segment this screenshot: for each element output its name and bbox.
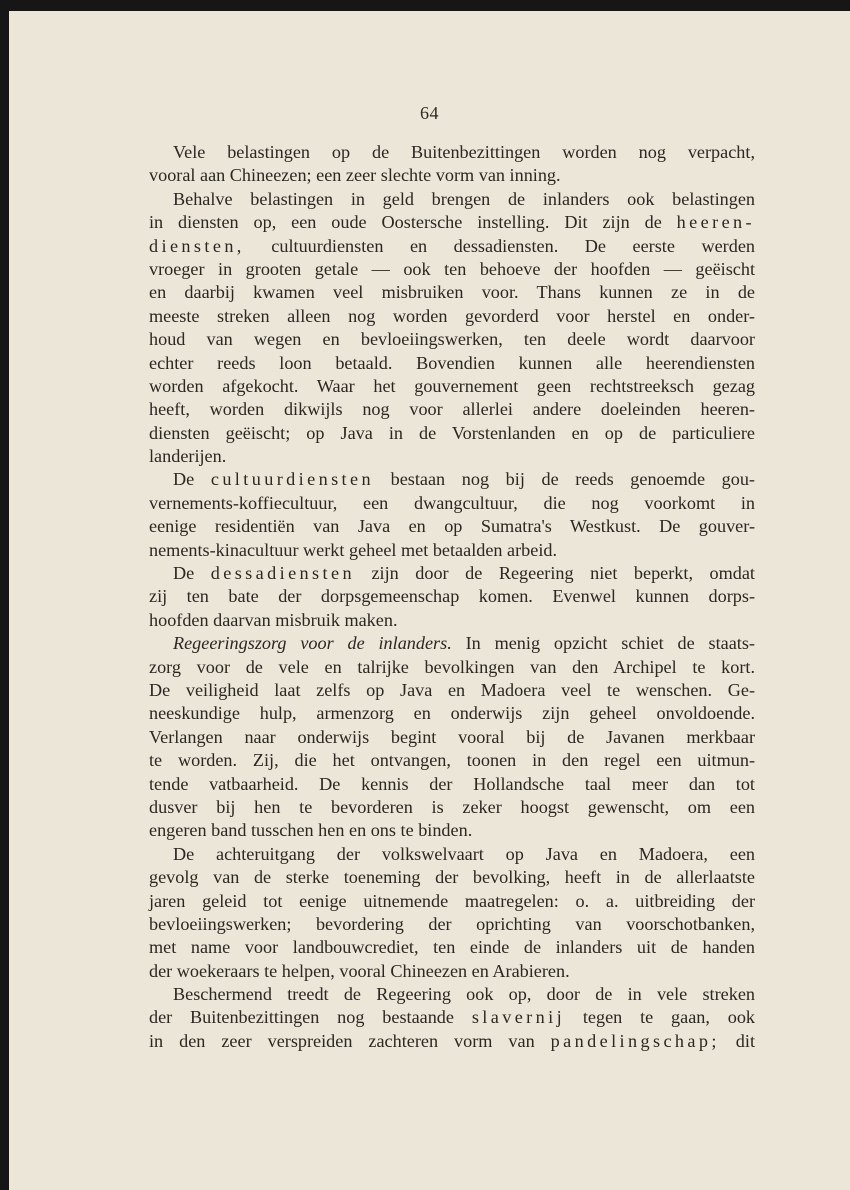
text-line <box>149 281 755 304</box>
text-line <box>149 1030 755 1053</box>
text-line <box>149 539 755 562</box>
text-run: vroeger in grooten getale — ook ten behoeve der hoofden — geëischt <box>149 258 755 279</box>
spaced-emphasis: pandelingschap; <box>550 1030 720 1051</box>
spaced-emphasis: cultuurdiensten <box>210 469 374 490</box>
text-line <box>149 562 755 585</box>
text-run: nements-kinacultuur werkt geheel met betaalden arbeid. <box>149 539 558 560</box>
text-line <box>149 235 755 258</box>
text-line <box>149 632 755 655</box>
text-run: De <box>173 563 211 584</box>
text-line <box>149 960 755 983</box>
text-line <box>149 398 755 421</box>
text-run: In menig opzicht schiet de staats- <box>451 633 755 654</box>
text-run: en daarbij kwamen veel misbruiken voor. Thans kunnen ze in de <box>149 282 755 303</box>
text-run: eenige residentiën van Java en op Sumatra's Westkust. De gouver- <box>149 516 755 537</box>
text-line <box>149 328 755 351</box>
text-run: cultuurdiensten en dessadiensten. De eerste werden <box>244 235 755 256</box>
page-number: 64 <box>420 103 439 123</box>
text-run: worden afgekocht. Waar het gouvernement geen rechtstreeksch gezag <box>149 375 755 396</box>
text-line <box>149 773 755 796</box>
text-line <box>149 211 755 234</box>
text-line <box>149 445 755 468</box>
text-run: met name voor landbouwcrediet, ten einde de inlanders uit de handen <box>149 937 755 958</box>
text-run: hoofden daarvan misbruik maken. <box>149 609 398 630</box>
text-line <box>149 188 755 211</box>
text-line <box>149 796 755 819</box>
text-run: De veiligheid laat zelfs op Java en Madoera veel te wenschen. Ge- <box>149 679 755 700</box>
text-run: neeskundige hulp, armenzorg en onderwijs zijn geheel onvoldoende. <box>149 703 755 724</box>
text-run: De <box>173 469 211 490</box>
text-run: in diensten op, een oude Oostersche instelling. Dit zijn de <box>149 212 677 233</box>
text-run: vooral aan Chineezen; een zeer slechte vorm van inning. <box>149 165 561 186</box>
paragraph <box>149 468 755 562</box>
text-line <box>149 258 755 281</box>
text-line <box>149 1006 755 1029</box>
text-run: Vele belastingen op de Buitenbezittingen worden nog verpacht, <box>173 142 755 162</box>
text-run: Verlangen naar onderwijs begint vooral bij de Javanen merkbaar <box>149 726 755 747</box>
text-run: zij ten bate der dorpsgemeenschap komen. Evenwel kunnen dorps- <box>149 586 755 607</box>
text-run: zijn door de Regeering niet beperkt, omdat <box>354 563 755 584</box>
text-run: bevloeiingswerken; bevordering der oprichting van voorschotbanken, <box>149 913 755 934</box>
text-line <box>149 515 755 538</box>
body-text <box>149 141 755 1053</box>
paragraph <box>149 632 755 843</box>
text-run: De achteruitgang der volkswelvaart op Java en Madoera, een <box>173 843 755 864</box>
text-run: gevolg van de sterke toeneming der bevolking, heeft in de allerlaatste <box>149 867 755 888</box>
text-run: in den zeer verspreiden zachteren vorm van <box>149 1030 551 1051</box>
paragraph <box>149 188 755 469</box>
text-line <box>149 141 755 164</box>
text-run: vernements-koffiecultuur, een dwangcultuur, die nog voorkomt in <box>149 492 755 513</box>
text-run: tende vatbaarheid. De kennis der Hollandsche taal meer dan tot <box>149 773 755 794</box>
text-run: heeft, worden dikwijls nog voor allerlei andere doeleinden heeren- <box>149 399 755 420</box>
text-line <box>149 702 755 725</box>
paragraph <box>149 843 755 983</box>
italic-heading: Regeeringszorg voor de inlanders. <box>173 633 452 654</box>
text-line <box>149 305 755 328</box>
text-line <box>149 352 755 375</box>
text-run: houd van wegen en bevloeiingswerken, ten deele wordt daarvoor <box>149 329 755 350</box>
text-run: tegen te gaan, ook <box>565 1007 756 1028</box>
text-run: dit <box>719 1030 756 1051</box>
text-run: jaren geleid tot eenige uitnemende maatregelen: o. a. uitbreiding der <box>149 890 755 911</box>
text-line <box>149 609 755 632</box>
text-line <box>149 585 755 608</box>
spaced-emphasis: heeren- <box>676 212 755 233</box>
text-run: der Buitenbezittingen nog bestaande <box>149 1007 472 1028</box>
text-line <box>149 679 755 702</box>
text-line <box>149 913 755 936</box>
text-line <box>149 468 755 491</box>
text-line <box>149 164 755 187</box>
spaced-emphasis: diensten, <box>149 235 245 256</box>
book-page <box>9 11 850 1190</box>
text-run: dusver bij hen te bevorderen is zeker hoogst gewenscht, om een <box>149 796 755 817</box>
text-run: der woekeraars te helpen, vooral Chineezen en Arabieren. <box>149 960 570 981</box>
text-line <box>149 749 755 772</box>
paragraph <box>149 983 755 1053</box>
spaced-emphasis: slavernij <box>471 1007 566 1028</box>
text-line <box>149 726 755 749</box>
text-line <box>149 866 755 889</box>
text-line <box>149 422 755 445</box>
paragraph <box>149 562 755 632</box>
text-run: meeste streken alleen nog worden gevorderd voor herstel en onder- <box>149 305 755 326</box>
text-line <box>149 936 755 959</box>
text-line <box>149 492 755 515</box>
text-run: zorg voor de vele en talrijke bevolkingen van den Archipel te kort. <box>149 656 755 677</box>
text-line <box>149 656 755 679</box>
spaced-emphasis: dessadiensten <box>210 563 355 584</box>
text-run: landerijen. <box>149 446 227 467</box>
text-run: bestaan nog bij de reeds genoemde gou- <box>373 469 755 490</box>
text-line <box>149 819 755 842</box>
text-run: Beschermend treedt de Regeering ook op, door de in vele streken <box>173 984 755 1005</box>
text-run: te worden. Zij, die het ontvangen, toonen in den regel een uitmun- <box>149 750 755 771</box>
text-run: diensten geëischt; op Java in de Vorstenlanden en op de particuliere <box>149 422 755 443</box>
text-line <box>149 890 755 913</box>
paragraph <box>149 141 755 188</box>
text-run: engeren band tusschen hen en ons te binden. <box>149 820 473 841</box>
text-run: echter reeds loon betaald. Bovendien kunnen alle heerendiensten <box>149 352 755 373</box>
text-line <box>149 983 755 1006</box>
text-line <box>149 375 755 398</box>
text-line <box>149 843 755 866</box>
text-run: Behalve belastingen in geld brengen de inlanders ook belastingen <box>173 188 755 209</box>
